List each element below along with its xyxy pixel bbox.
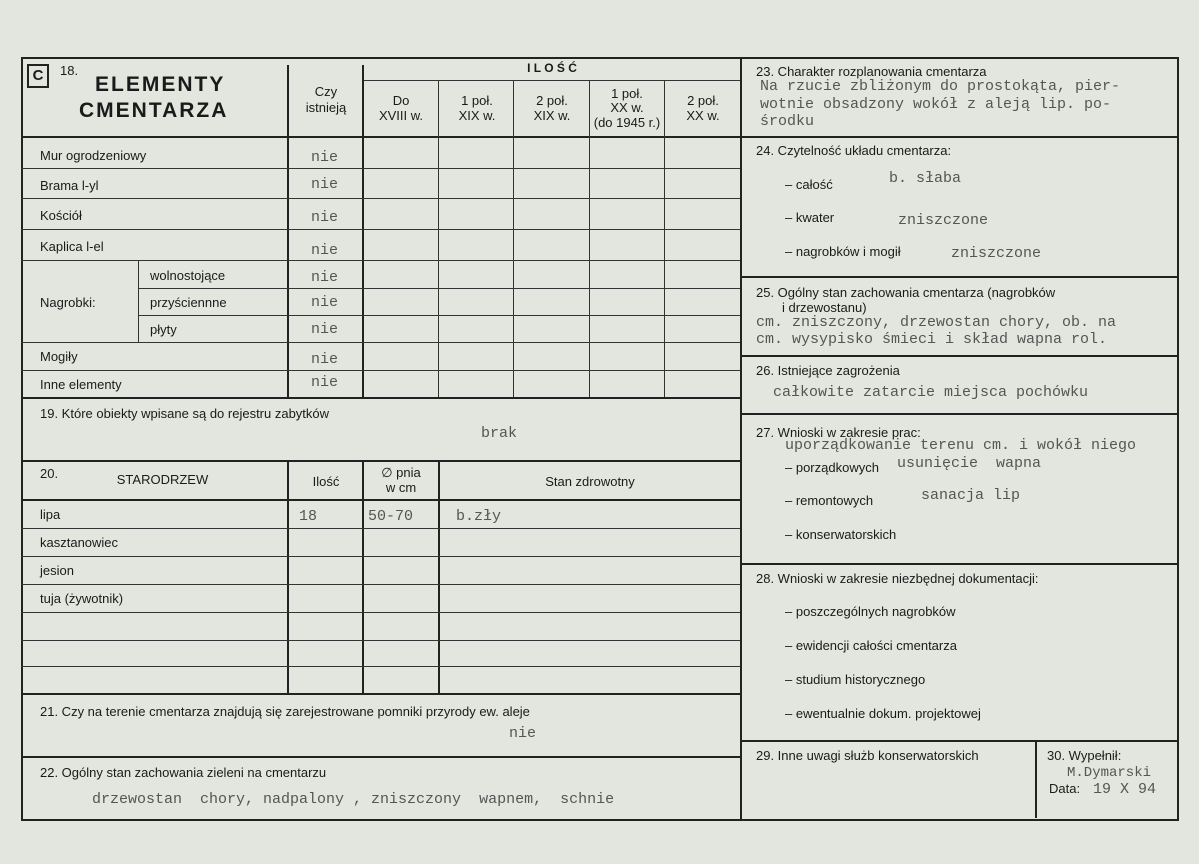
s27-note: uporządkowanie terenu cm. i wokół niego [785, 437, 1137, 454]
exists-header-1: Czy [314, 84, 338, 99]
s22-label: 22. Ogólny stan zachowania zieleni na cmentarzu [40, 765, 327, 780]
s18-title-2: CMENTARZA [79, 99, 229, 122]
s24-whole-value: b. słaba [889, 170, 962, 187]
s20-number: 20. [40, 466, 59, 481]
s23-line-1: Na rzucie zbliżonym do prostokąta, pier- [760, 78, 1121, 95]
value-wall-mounted: nie [311, 294, 339, 311]
row-label-gate: Brama l-yl [40, 178, 99, 193]
s26-value: całkowite zatarcie miejsca pochówku [773, 384, 1089, 401]
period-4-line-1: 1 poł. [611, 86, 643, 101]
s24-graves-label: – nagrobków i mogił [785, 244, 901, 259]
s26-label: 26. Istniejące zagrożenia [756, 363, 900, 378]
s28-item-2: – ewidencji całości cmentarza [785, 638, 957, 653]
s19-label: 19. Które obiekty wpisane są do rejestru zabytków [40, 406, 330, 421]
period-3-line-2: XIX w. [533, 108, 571, 123]
value-chapel: nie [311, 242, 339, 259]
s27-repair-value: sanacja lip [921, 487, 1021, 504]
period-5-line-1: 2 poł. [687, 93, 719, 108]
s20-title: STARODRZEW [116, 472, 209, 487]
s25-label-1: 25. Ogólny stan zachowania cmentarza (nagrobków [756, 285, 1056, 300]
row-label-slabs: płyty [150, 322, 177, 337]
s28-label: 28. Wnioski w zakresie niezbędnej dokumentacji: [756, 571, 1039, 586]
s27-conservation-label: – konserwatorskich [785, 527, 897, 542]
s24-quarters-label: – kwater [785, 210, 835, 225]
value-church: nie [311, 209, 339, 226]
s21-value: nie [509, 725, 537, 742]
s20-health-header: Stan zdrowotny [545, 474, 635, 489]
s18-title-1: ELEMENTY [95, 73, 226, 96]
tree-qty-linden: 18 [299, 508, 318, 525]
period-2-line-1: 1 poł. [461, 93, 493, 108]
value-gate: nie [311, 176, 339, 193]
s30-label: 30. Wypełnił: [1047, 748, 1122, 763]
s25-line-2: cm. wysypisko śmieci i skład wapna rol. [756, 331, 1108, 348]
quantity-header: I L O Ś Ć [527, 61, 577, 75]
s30-name: M.Dymarski [1067, 765, 1152, 781]
s27-cleanup-value: usunięcie wapna [897, 455, 1042, 472]
period-3-line-1: 2 poł. [536, 93, 568, 108]
s20-diameter-header-1: ∅ pnia [381, 465, 421, 480]
period-1-line-2: XVIII w. [378, 108, 424, 123]
row-label-wall-mounted: przyściennne [150, 295, 227, 310]
s27-repair-label: – remontowych [785, 493, 874, 508]
column-divider [740, 57, 742, 819]
row-label-chapel: Kaplica l-el [40, 239, 104, 254]
period-4-line-3: (do 1945 r.) [593, 115, 661, 130]
s28-item-4: – ewentualnie dokum. projektowej [785, 706, 981, 721]
s25-label-2: i drzewostanu) [782, 300, 867, 315]
period-1-line-1: Do [392, 93, 410, 108]
s23-line-2: wotnie obsadzony wokół z aleją lip. po- [760, 96, 1112, 113]
s29-label: 29. Inne uwagi służb konserwatorskich [756, 748, 979, 763]
row-label-graves: Mogiły [40, 349, 78, 364]
exists-header-2: istnieją [305, 100, 347, 115]
row-label-church: Kościół [40, 208, 82, 223]
value-slabs: nie [311, 321, 339, 338]
tree-name-ash: jesion [40, 563, 74, 578]
s22-value: drzewostan chory, nadpalony , zniszczony wapnem, schnie [92, 791, 615, 808]
period-5-line-2: XX w. [686, 108, 720, 123]
tree-name-linden: lipa [40, 507, 61, 522]
s18-number: 18. [60, 63, 79, 78]
s20-diameter-header-2: w cm [385, 480, 417, 495]
row-label-freestanding: wolnostojące [150, 268, 226, 283]
tree-health-linden: b.zły [456, 508, 502, 525]
tree-name-thuja: tuja (żywotnik) [40, 591, 124, 606]
s24-graves-value: zniszczone [951, 245, 1042, 262]
period-2-line-2: XIX w. [458, 108, 496, 123]
s23-label: 23. Charakter rozplanowania cmentarza [756, 64, 987, 79]
row-label-other: Inne elementy [40, 377, 122, 392]
s27-label: 27. Wnioski w zakresie prac: [756, 425, 921, 440]
s30-date-value: 19 X 94 [1093, 781, 1157, 798]
s28-item-1: – poszczególnych nagrobków [785, 604, 956, 619]
tree-name-chestnut: kasztanowiec [40, 535, 119, 550]
s23-line-3: środku [760, 113, 815, 130]
row-label-wall: Mur ogrodzeniowy [40, 148, 147, 163]
s24-label: 24. Czytelność układu cmentarza: [756, 143, 952, 158]
s30-date-label: Data: [1049, 781, 1081, 796]
value-wall: nie [311, 149, 339, 166]
tree-diameter-linden: 50-70 [368, 508, 414, 525]
stamp-c: C [27, 64, 49, 88]
s27-cleanup-label: – porządkowych [785, 460, 879, 475]
value-freestanding: nie [311, 269, 339, 286]
s19-value: brak [481, 425, 518, 442]
s24-whole-label: – całość [785, 177, 833, 192]
s21-label: 21. Czy na terenie cmentarza znajdują się zarejestrowane pomniki przyrody ew. aleje [40, 704, 530, 719]
row-label-tombstones: Nagrobki: [40, 295, 96, 310]
s28-item-3: – studium historycznego [785, 672, 926, 687]
s24-quarters-value: zniszczone [898, 212, 989, 229]
value-graves: nie [311, 351, 339, 368]
period-4-line-2: XX w. [610, 100, 644, 115]
value-other: nie [311, 374, 339, 391]
s25-line-1: cm. zniszczony, drzewostan chory, ob. na [756, 314, 1117, 331]
s20-qty-header: Ilość [312, 474, 340, 489]
